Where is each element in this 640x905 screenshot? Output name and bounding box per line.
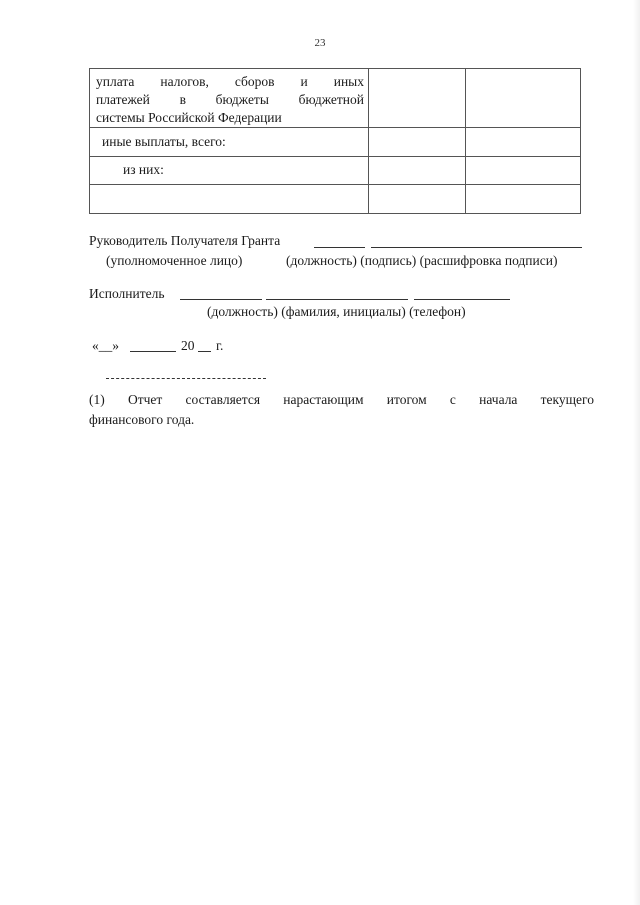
footnote-line: (1) Отчет составляется нарастающим итогом с начала текущего: [89, 392, 594, 407]
table-cell: [369, 128, 466, 157]
head-name-line: [371, 247, 582, 248]
head-caption: (уполномоченное лицо): [106, 253, 243, 268]
table-cell-label: [90, 69, 369, 128]
executor-fields-caption: (должность) (фамилия, инициалы) (телефон): [207, 304, 466, 319]
executor-phone-line: [414, 299, 510, 300]
row-label-line: системы Российской Федерации: [96, 110, 282, 125]
executor-position-line: [180, 299, 262, 300]
row-label: из них:: [123, 162, 164, 177]
table-row: [90, 157, 581, 185]
table-cell: [369, 185, 466, 214]
table-row: [90, 128, 581, 157]
head-label: Руководитель Получателя Гранта: [89, 233, 281, 248]
report-table: [89, 68, 581, 214]
table-cell: [466, 185, 581, 214]
row-label-line: платежей в бюджеты бюджетной: [96, 92, 364, 107]
date-day: «__»: [92, 338, 119, 353]
head-fields-caption: (должность) (подпись) (расшифровка подписи): [286, 253, 558, 268]
table-cell-label: [90, 128, 369, 157]
footnote-line: финансового года.: [89, 412, 195, 427]
table-cell-label: [90, 185, 369, 214]
date-year-line: [198, 351, 211, 352]
date-month-line: [130, 351, 176, 352]
table-cell: [466, 157, 581, 185]
table-cell: [466, 69, 581, 128]
scan-edge: [633, 0, 640, 905]
table-cell: [466, 128, 581, 157]
table-row: [90, 185, 581, 214]
date-suffix: г.: [216, 338, 224, 353]
table-row: [90, 69, 581, 128]
page-number: 23: [314, 37, 326, 49]
footnote: [89, 390, 594, 430]
executor-label: Исполнитель: [89, 286, 165, 301]
date-year-prefix: 20: [181, 338, 195, 353]
footnote-separator: [106, 378, 266, 379]
row-label: иные выплаты, всего:: [102, 134, 226, 149]
row-label-line: уплата налогов, сборов и иных: [96, 74, 364, 89]
table-cell: [369, 69, 466, 128]
executor-name-line: [266, 299, 408, 300]
head-position-line: [314, 247, 365, 248]
table-cell: [369, 157, 466, 185]
table-cell-label: [90, 157, 369, 185]
